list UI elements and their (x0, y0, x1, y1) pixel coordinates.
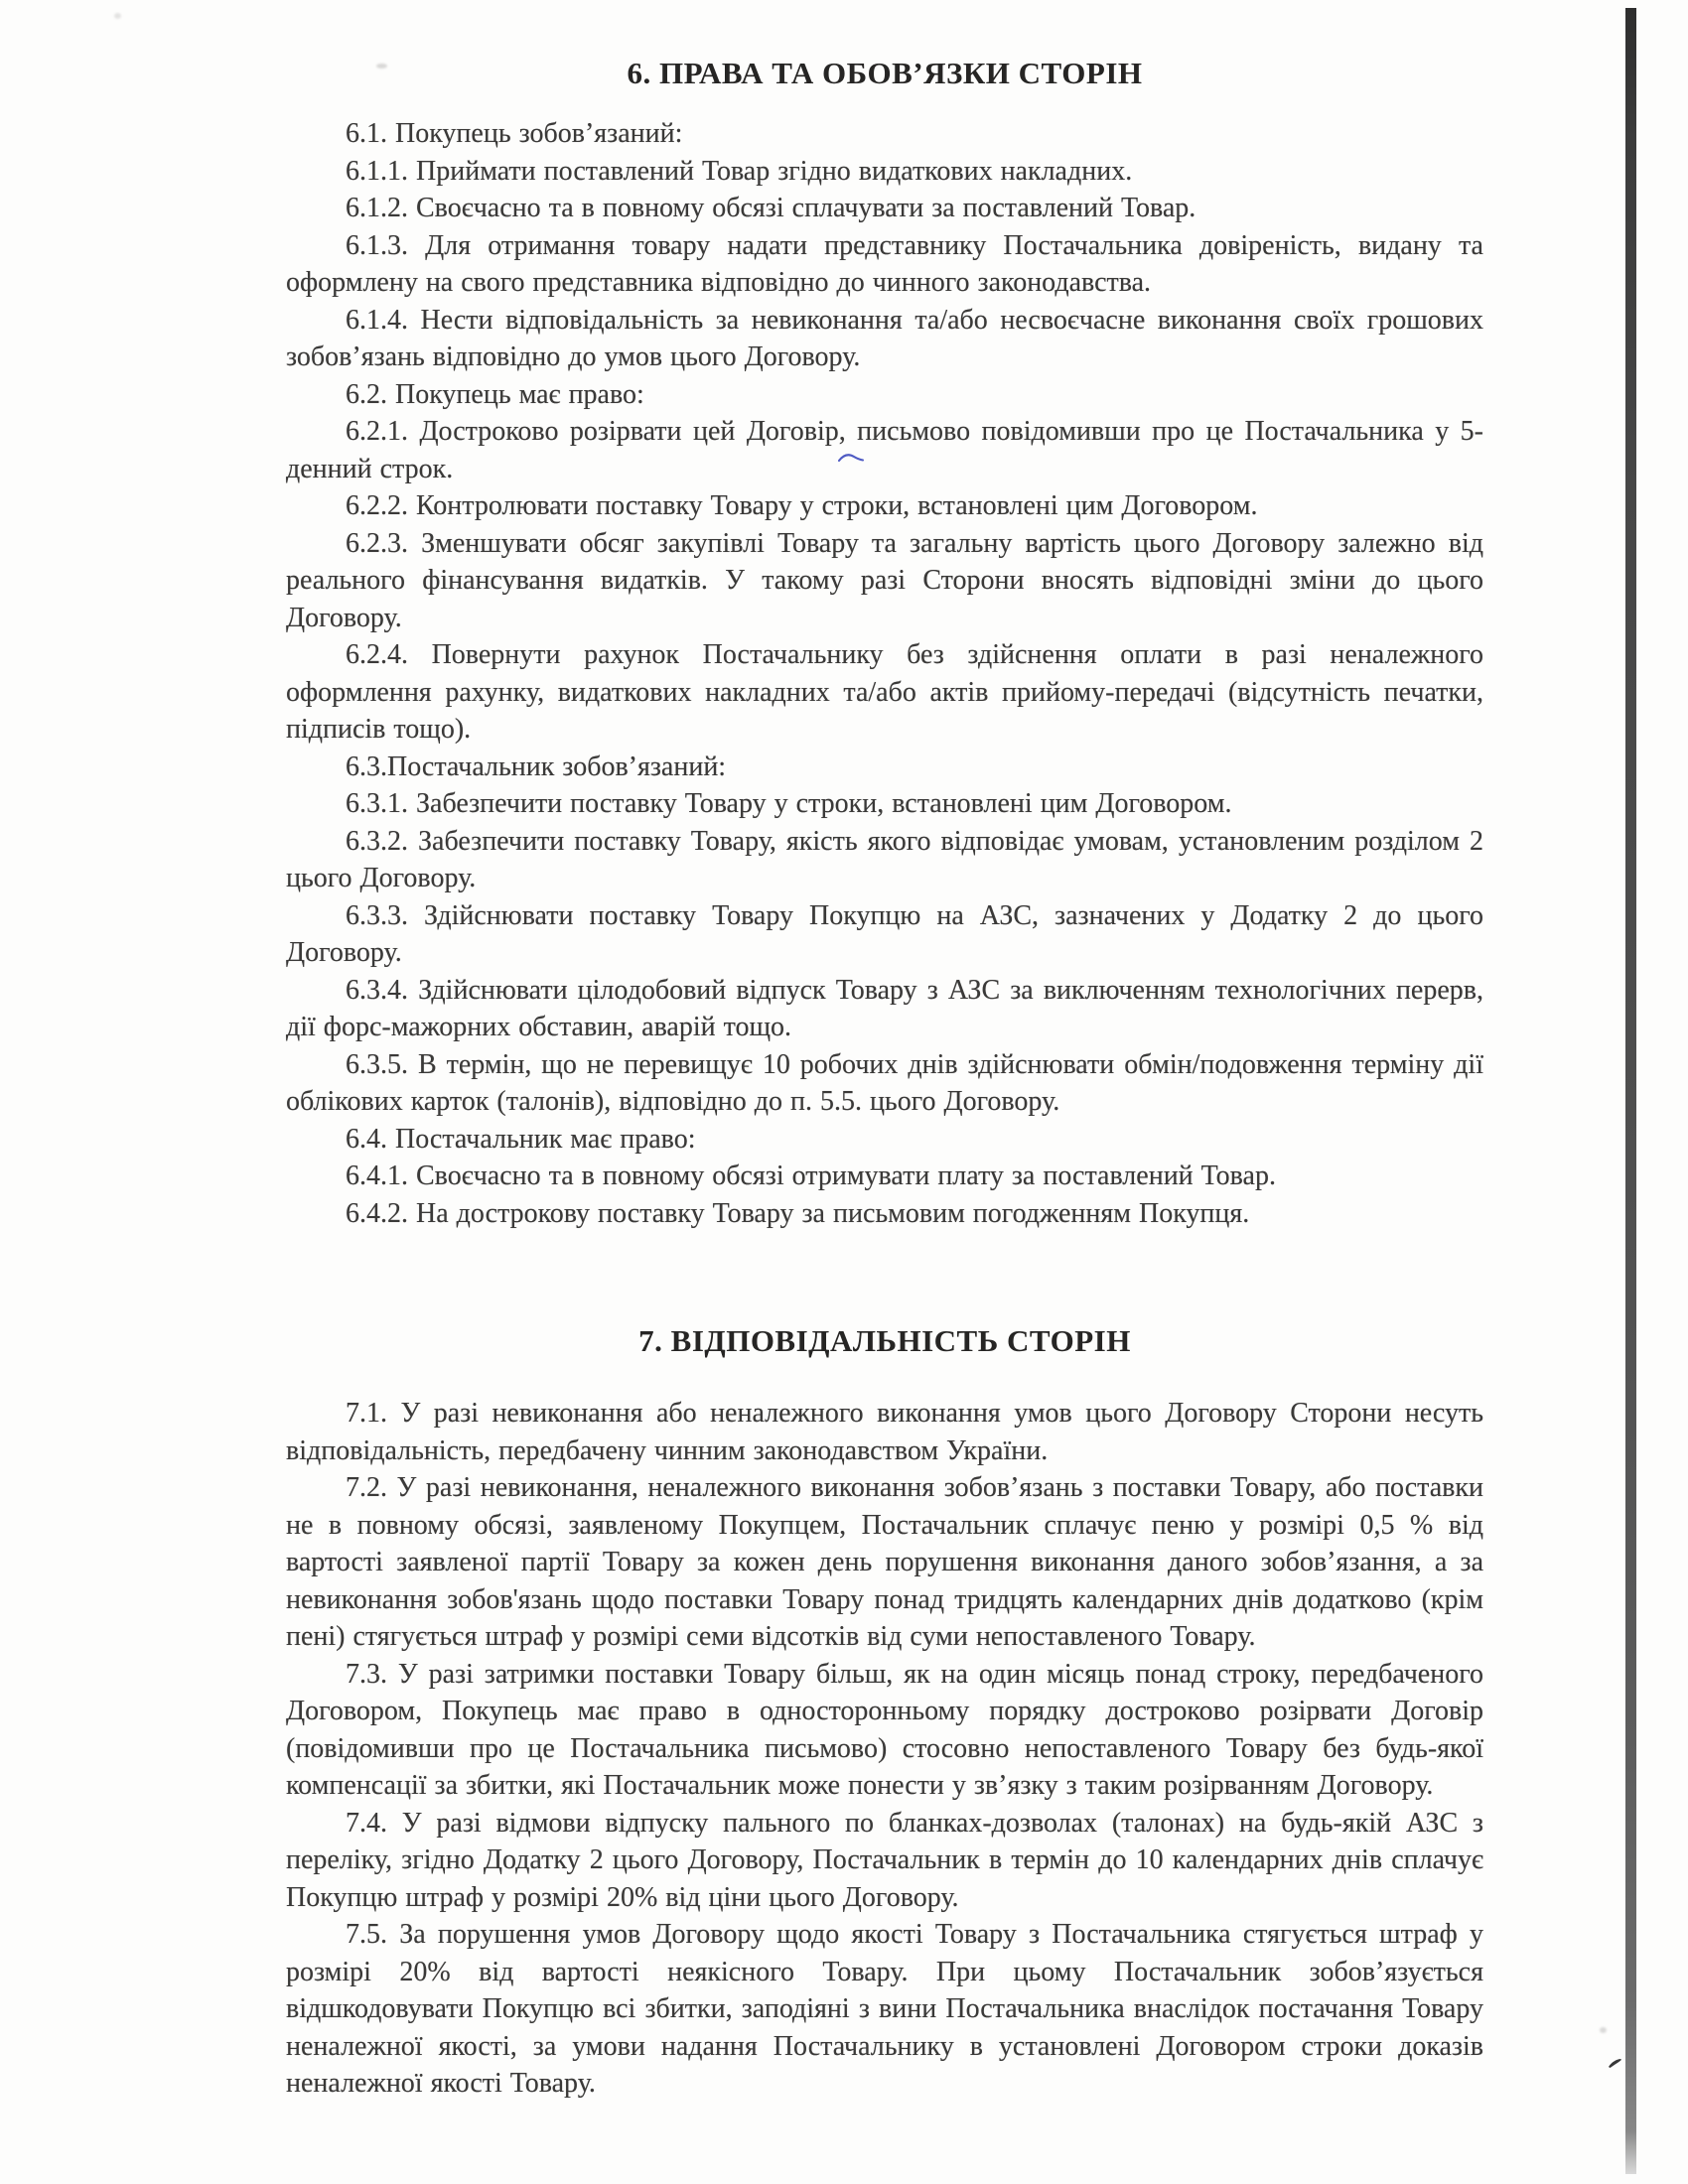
clause-7-5: 7.5. За порушення умов Договору щодо якості Товару з Постачальника стягується штраф у розмірі 20% від вартості неякісного Товару. При цьому Постачальник зобов’язується відшкодовувати Покупцю всі збитки, заподіяні з вини Постачальника внаслідок постачання Товару неналежної якості, за умови надання Постачальнику в установлені Договором строки доказів неналежної якості Товару. (286, 1919, 1483, 2099)
clause-6-3-5: 6.3.5. В термін, що не перевищує 10 робочих днів здійснювати обмін/подовження терміну дії облікових карток (талонів), відповідно до п. 5.5. цього Договору. (286, 1048, 1483, 1117)
clause-6-4-1: 6.4.1. Своєчасно та в повному обсязі отримувати плату за поставлений Товар. (346, 1160, 1276, 1191)
clause-7-4: 7.4. У разі відмови відпуску пального по бланках-дозволах (талонах) на будь-якій АЗС з переліку, згідно Додатку 2 цього Договору, Постачальник в термін до 10 календарних днів сплачує Покупцю штраф у розмірі 20% від ціни цього Договору. (286, 1807, 1483, 1913)
clause-6-1-4: 6.1.4. Нести відповідальність за невиконання та/або несвоєчасне виконання своїх грошових зобов’язань відповідно до умов цього Договору. (286, 304, 1483, 372)
section-6-heading: 6. ПРАВА ТА ОБОВ’ЯЗКИ СТОРІН (627, 56, 1143, 90)
clause-6-1-2: 6.1.2. Своєчасно та в повному обсязі сплачувати за поставлений Товар. (346, 193, 1196, 223)
scan-speck (1600, 2027, 1607, 2033)
section-rights-and-obligations (286, 52, 1483, 1232)
clause-6-2-4: 6.2.4. Повернути рахунок Постачальнику без здійснення оплати в разі неналежного оформлення рахунку, видаткових накладних та/або актів прийому-передачі (відсутність печатки, підписів тощо). (286, 639, 1483, 745)
section-7-heading: 7. ВІДПОВІДАЛЬНІСТЬ СТОРІН (638, 1323, 1131, 1358)
clause-7-3: 7.3. У разі затримки поставки Товару більш, як на один місяць понад строку, передбаченого Договором, Покупець має право в односторонньому порядку достроково розірвати Договір (повідомивши про це Постачальника письмово) стосовно непоставленого Товару без будь-якої компенсації за збитки, які Постачальник може понести у зв’язку з таким розірванням Договору. (286, 1658, 1483, 1801)
ink-speck (1608, 2058, 1622, 2069)
clause-6-2-1: 6.2.1. Достроково розірвати цей Договір, письмово повідомивши про це Постачальника у 5-денний строк. (286, 416, 1483, 484)
clause-6-1: 6.1. Покупець зобов’язаний: (346, 118, 683, 149)
scan-speck (114, 13, 121, 19)
clause-6-2: 6.2. Покупець має право: (346, 378, 644, 410)
clause-6-3-2: 6.3.2. Забезпечити поставку Товару, якість якого відповідає умовам, установленим розділом 2 цього Договору. (286, 825, 1483, 893)
clause-7-2: 7.2. У разі невиконання, неналежного виконання зобов’язань з поставки Товару, або поставки не в повному обсязі, заявленому Покупцем, Постачальник сплачує пеню у розмірі 0,5 % від вартості заявленої партії Товару за кожен день порушення виконання даного зобов’язання, а за невиконання зобов'язань щодо поставки Товару понад тридцять календарних днів додатково (крім пені) стягується штраф у розмірі семи відсотків від суми непоставленого Товару. (286, 1472, 1483, 1652)
clause-6-4-2: 6.4.2. На дострокову поставку Товару за письмовим погодженням Покупця. (346, 1197, 1250, 1229)
clause-6-3: 6.3.Постачальник зобов’язаний: (346, 751, 727, 782)
scanner-edge-bar (1625, 8, 1636, 2174)
clause-6-1-1: 6.1.1. Приймати поставлений Товар згідно видаткових накладних. (346, 155, 1133, 187)
clause-6-2-3: 6.2.3. Зменшувати обсяг закупівлі Товару та загальну вартість цього Договору залежно від реального фінансування видатків. У такому разі Сторони вносять відповідні зміни до цього Договору. (286, 527, 1483, 633)
section-liability (286, 1319, 1483, 2103)
clause-6-4: 6.4. Постачальник має право: (346, 1123, 696, 1155)
clause-6-3-3: 6.3.3. Здійснювати поставку Товару Покупцю на АЗС, зазначених у Додатку 2 до цього Договору. (286, 899, 1483, 968)
clause-6-3-1: 6.3.1. Забезпечити поставку Товару у строки, встановлені цим Договором. (346, 788, 1232, 819)
clause-7-1: 7.1. У разі невиконання або неналежного виконання умов цього Договору Сторони несуть відповідальність, передбачену чинним законодавством України. (286, 1398, 1483, 1466)
document-body (286, 0, 1483, 2103)
scan-speck (376, 64, 387, 68)
clause-6-2-2: 6.2.2. Контролювати поставку Товару у строки, встановлені цим Договором. (346, 490, 1258, 521)
blue-pen-mark (837, 450, 865, 468)
clause-6-3-4: 6.3.4. Здійснювати цілодобовий відпуск Товару з АЗС за виключенням технологічних перерв, дії форс-мажорних обставин, аварій тощо. (286, 974, 1483, 1042)
clause-6-1-3: 6.1.3. Для отримання товару надати представнику Постачальника довіреність, видану та оформлену на свого представника відповідно до чинного законодавства. (286, 229, 1483, 298)
